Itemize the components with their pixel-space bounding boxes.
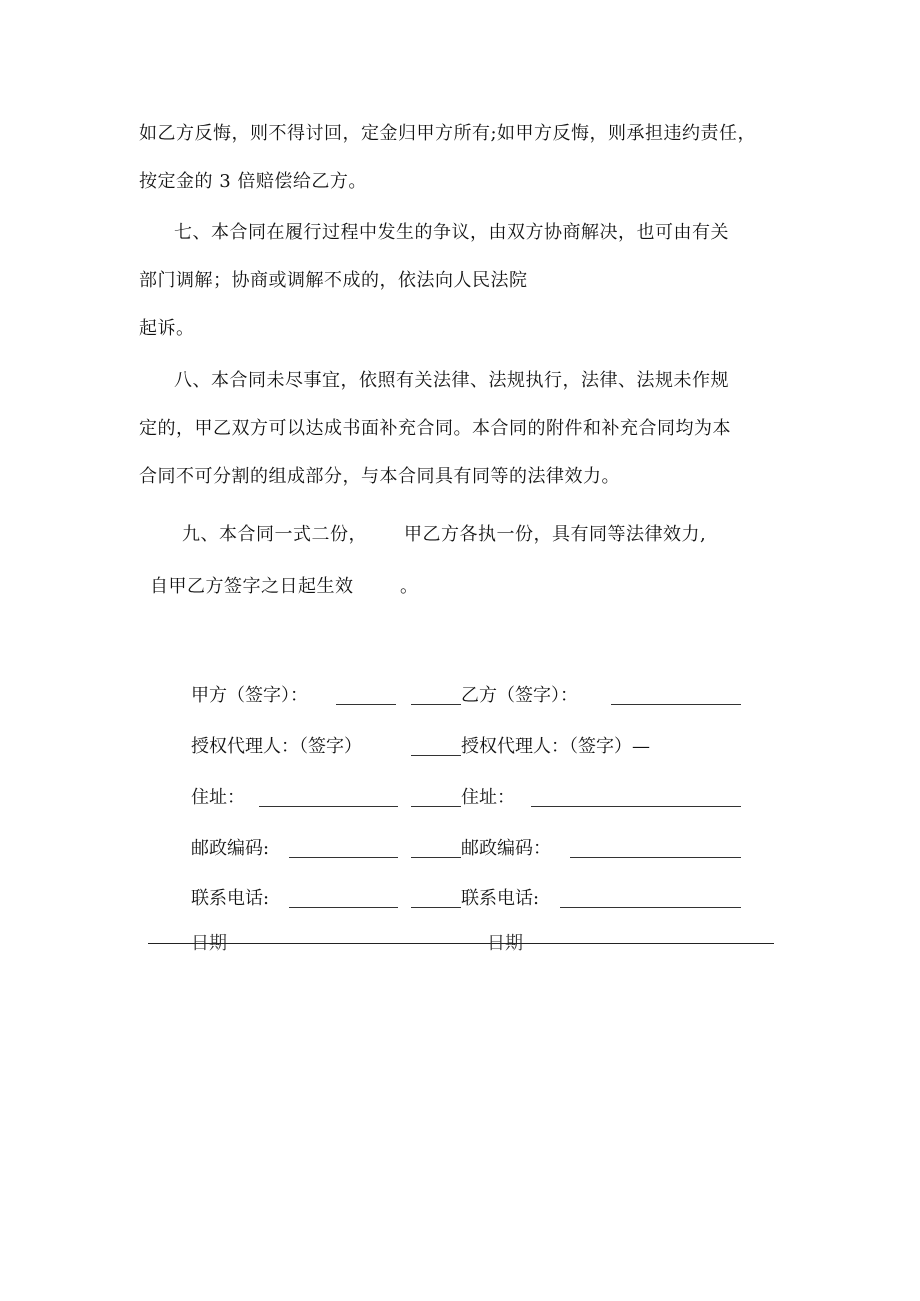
party-b-postcode-lead-line xyxy=(411,857,461,858)
clause-9-line-2: 自甲乙方签字之日起生效 xyxy=(150,576,354,597)
party-b-address-label: 住址： xyxy=(461,787,515,808)
party-a-postcode-label: 邮政编码: xyxy=(191,838,270,859)
clause-7-line-3: 起诉。 xyxy=(139,318,195,339)
clause-9-line-1-part-b: 甲乙方各执一份，具有同等法律效力, xyxy=(404,524,707,545)
clause-9-line-1-part-a: 九、本合同一式二份， xyxy=(182,524,367,545)
party-a-signature-field[interactable] xyxy=(336,704,396,705)
date-row-rule xyxy=(148,943,774,944)
party-a-agent-label: 授权代理人：（签字） xyxy=(191,736,362,757)
clause-6-continuation-line-1: 如乙方反悔，则不得讨回，定金归甲方所有;如甲方反悔，则承担违约责任， xyxy=(139,123,757,144)
clause-6-continuation-line-2: 按定金的 3 倍赔偿给乙方。 xyxy=(139,171,367,192)
party-a-date-label: 日期 xyxy=(191,933,227,954)
party-b-phone-label: 联系电话: xyxy=(461,888,540,909)
clause-8-line-1: 八、本合同未尽事宜，依照有关法律、法规执行，法律、法规未作规 xyxy=(174,370,729,391)
party-b-agent-label: 授权代理人：（签字）— xyxy=(461,736,650,757)
party-a-address-label: 住址： xyxy=(191,787,245,808)
party-b-date-label: 日期 xyxy=(487,933,523,954)
party-b-address-field[interactable] xyxy=(531,806,741,807)
clause-8-line-2: 定的，甲乙双方可以达成书面补充合同。本合同的附件和补充合同均为本 xyxy=(139,418,731,439)
party-a-signature-label: 甲方（签字）： xyxy=(191,685,308,706)
party-a-address-field[interactable] xyxy=(259,806,398,807)
clause-7-line-2: 部门调解；协商或调解不成的，依法向人民法院 xyxy=(139,270,528,291)
party-a-phone-field[interactable] xyxy=(289,907,398,908)
clause-8-line-3: 合同不可分割的组成部分，与本合同具有同等的法律效力。 xyxy=(139,466,620,487)
party-a-postcode-field[interactable] xyxy=(289,857,398,858)
clause-7-line-1: 七、本合同在履行过程中发生的争议，由双方协商解决，也可由有关 xyxy=(174,222,729,243)
party-b-agent-lead-line xyxy=(411,755,461,756)
party-b-phone-field[interactable] xyxy=(560,907,741,908)
party-b-signature-label: 乙方（签字）： xyxy=(461,685,578,706)
party-a-phone-label: 联系电话: xyxy=(191,888,270,909)
party-b-postcode-label: 邮政编码： xyxy=(461,838,551,859)
party-b-postcode-field[interactable] xyxy=(570,857,741,858)
party-b-address-lead-line xyxy=(411,806,461,807)
party-b-phone-lead-line xyxy=(411,907,461,908)
clause-9-line-2-period: 。 xyxy=(400,576,419,597)
party-b-signature-lead-line xyxy=(411,704,461,705)
party-b-signature-field[interactable] xyxy=(611,704,741,705)
